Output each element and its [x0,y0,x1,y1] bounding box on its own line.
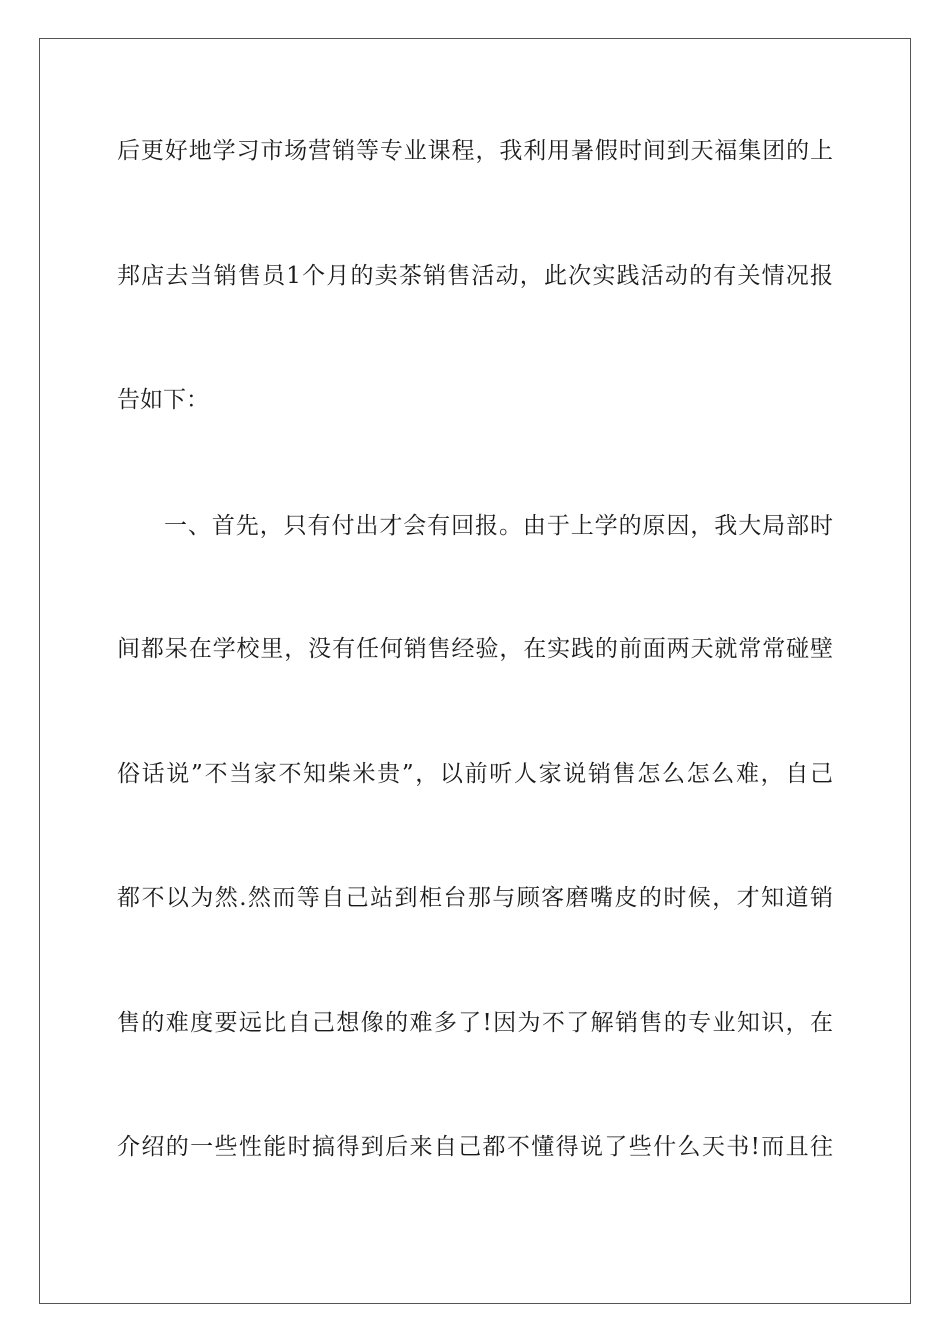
paragraph-line-6: 俗话说”不当家不知柴米贵”，以前听人家说销售怎么怎么难，自己 [117,761,833,787]
paragraph-line-8: 售的难度要远比自己想像的难多了!因为不了解销售的专业知识，在 [117,1010,833,1036]
page-border [39,38,911,1304]
paragraph-line-3: 告如下： [117,387,209,413]
paragraph-line-7: 都不以为然.然而等自己站到柜台那与顾客磨嘴皮的时候，才知道销 [117,885,833,911]
paragraph-line-1: 后更好地学习市场营销等专业课程，我利用暑假时间到天福集团的上 [117,138,833,164]
paragraph-line-5: 间都呆在学校里，没有任何销售经验，在实践的前面两天就常常碰壁 [117,636,833,662]
paragraph-line-2: 邦店去当销售员1个月的卖茶销售活动，此次实践活动的有关情况报 [117,263,833,289]
paragraph-line-4: 一、首先，只有付出才会有回报。由于上学的原因，我大局部时 [164,513,833,539]
paragraph-line-9: 介绍的一些性能时搞得到后来自己都不懂得说了些什么天书!而且往 [117,1134,833,1160]
